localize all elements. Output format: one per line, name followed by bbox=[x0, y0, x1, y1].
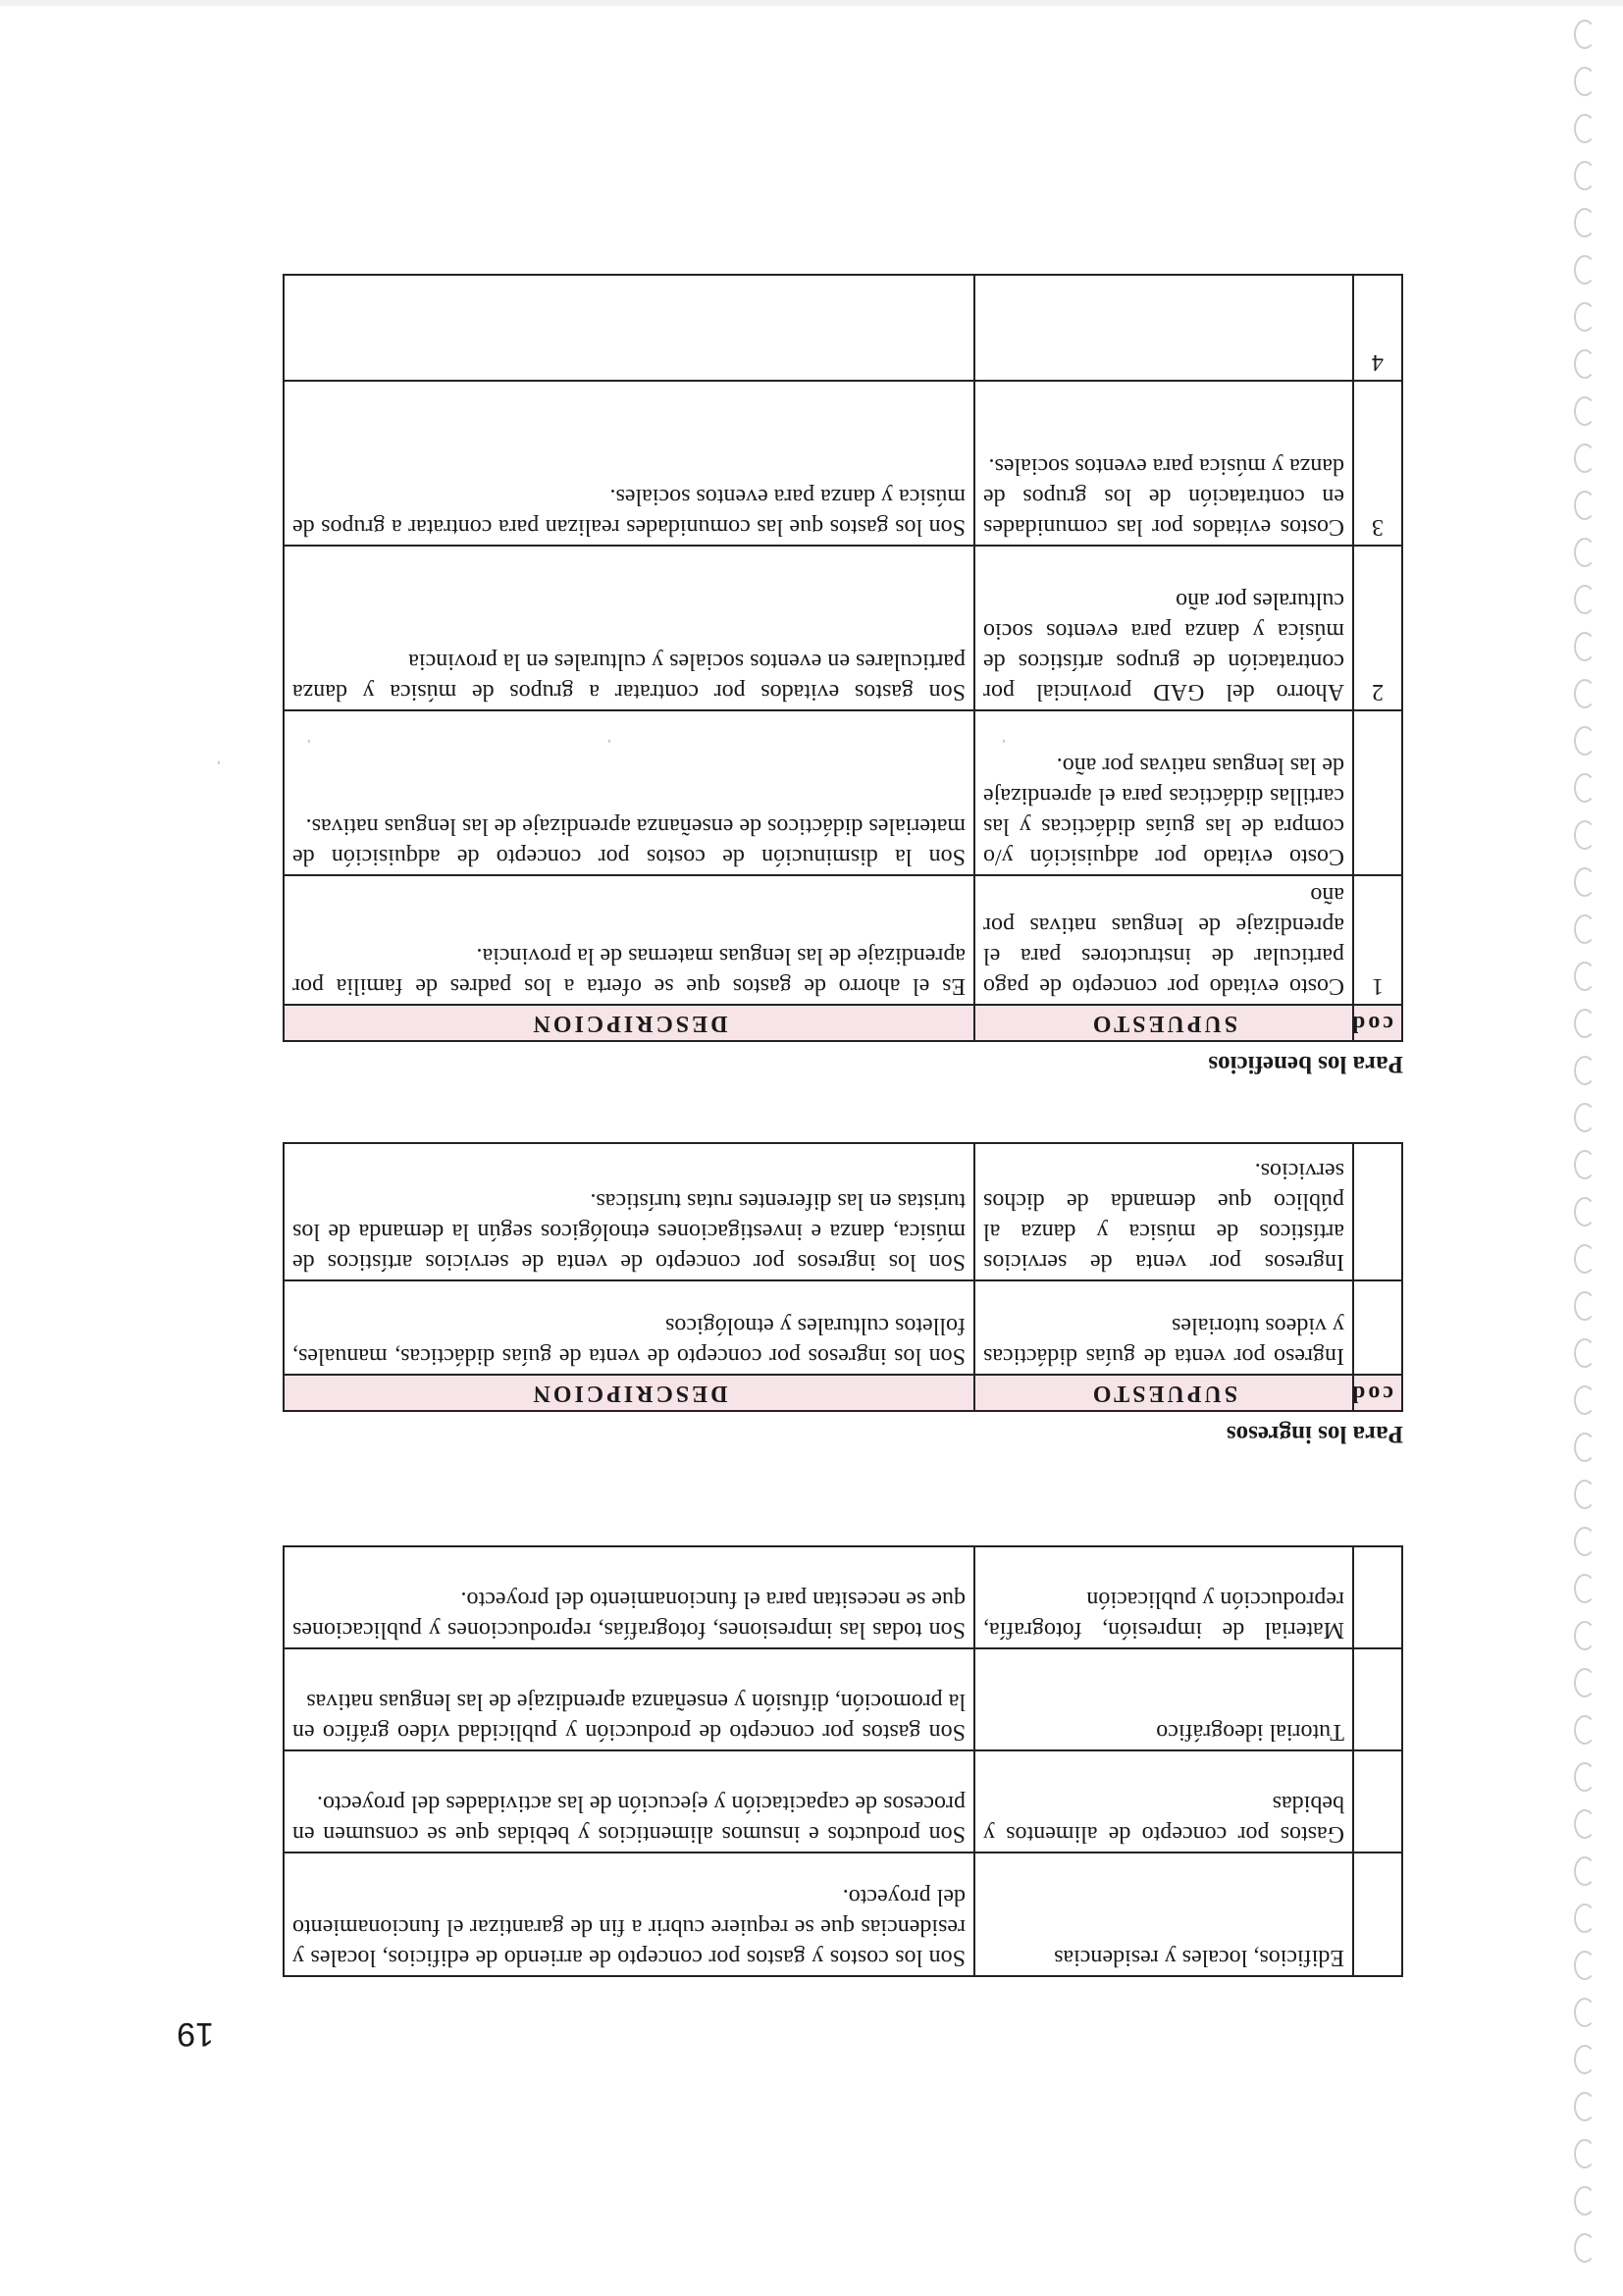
table-row bbox=[284, 275, 1402, 381]
ink-dot: ' bbox=[307, 732, 310, 746]
descripcion-cell: Es el ahorro de gastos que se oferta a los padres de familia por aprendizaje de las lenguas maternas de la provincia. bbox=[284, 875, 974, 1005]
ink-dot: ' bbox=[217, 754, 220, 767]
page-number: 19 bbox=[177, 2015, 214, 2053]
ink-dot: ' bbox=[607, 732, 610, 746]
cod-cell bbox=[1353, 1648, 1402, 1750]
descripcion-cell: Son los costos y gastos por concepto de arriendo de edificios, locales y residencias que se requiere cubrir a fin de garantizar el funcionamiento del proyecto. bbox=[284, 1852, 974, 1976]
section-title-ingresos: Para los ingresos bbox=[1226, 1421, 1403, 1447]
cod-cell bbox=[1353, 710, 1402, 875]
table-header-row bbox=[284, 1375, 1402, 1411]
cod-cell bbox=[1353, 1143, 1402, 1280]
supuesto-cell: Costos evitados por las comunidades en contratación de los grupos de danza y música para eventos sociales. bbox=[974, 381, 1353, 546]
table-row bbox=[284, 1143, 1402, 1280]
benefits-table bbox=[283, 274, 1403, 1042]
costs-table bbox=[283, 1545, 1403, 1977]
supuesto-cell: Ingreso por venta de guías didácticas y videos tutoriales bbox=[974, 1280, 1353, 1375]
supuesto-cell: Ahorro del GAD provincial por contratación de grupos artísticos de música y danza para eventos socio culturales por año bbox=[974, 546, 1353, 710]
supuesto-cell: Tutorial ideográfico bbox=[974, 1648, 1353, 1750]
table-row bbox=[284, 381, 1402, 546]
cod-cell bbox=[1353, 1546, 1402, 1648]
descripcion-cell bbox=[284, 275, 974, 381]
table-row bbox=[284, 710, 1402, 875]
cod-cell: 3 bbox=[1353, 381, 1402, 546]
supuesto-cell bbox=[974, 275, 1353, 381]
supuesto-cell: Costo evitado por adquisición y/o compra de las guías didácticas y las cartillas didácticas para el aprendizaje de las lenguas nativas por año. bbox=[974, 710, 1353, 875]
header-supuesto: SUPUESTO bbox=[974, 1375, 1353, 1411]
table-row bbox=[284, 875, 1402, 1005]
table-row bbox=[284, 546, 1402, 710]
supuesto-cell: Ingresos por venta de servicios artísticos de música y danza al público que demanda de dichos servicios. bbox=[974, 1143, 1353, 1280]
descripcion-cell: Son la disminución de costos por concepto de adquisición de materiales didácticos de enseñanza aprendizaje de las lenguas nativas. bbox=[284, 710, 974, 875]
header-cod: cod bbox=[1353, 1375, 1402, 1411]
table-row bbox=[284, 1750, 1402, 1852]
table-header-row bbox=[284, 1005, 1402, 1041]
supuesto-cell: Material de impresión, fotografía, reproducción y publicación bbox=[974, 1546, 1353, 1648]
costs-table-block bbox=[285, 1545, 1403, 1977]
descripcion-cell: Son los ingresos por concepto de venta de servicios artísticos de música, danza e investigaciones etnológicos según la demanda de los turistas en las diferentes rutas turísticas. bbox=[284, 1143, 974, 1280]
cod-cell bbox=[1353, 1750, 1402, 1852]
cod-cell: 2 bbox=[1353, 546, 1402, 710]
descripcion-cell: Son los ingresos por concepto de venta de guías didácticas, manuales, folletos culturales y etnológicos bbox=[284, 1280, 974, 1375]
descripcion-cell: Son gastos evitados por contratar a grupos de música y danza particulares en eventos sociales y culturales en la provincia bbox=[284, 546, 974, 710]
ink-dot: ' bbox=[1002, 732, 1005, 746]
header-descripcion: DESCRIPCION bbox=[284, 1375, 974, 1411]
table-row bbox=[284, 1852, 1402, 1976]
income-section bbox=[285, 1142, 1403, 1447]
cod-cell bbox=[1353, 1280, 1402, 1375]
table-row bbox=[284, 1648, 1402, 1750]
descripcion-cell: Son los gastos que las comunidades realizan para contratar a grupos de música y danza para eventos sociales. bbox=[284, 381, 974, 546]
descripcion-cell: Son gastos por concepto de producción y publicidad vídeo gráfico en la promoción, difusión y enseñanza aprendizaje de las lenguas nativas bbox=[284, 1648, 974, 1750]
header-descripcion: DESCRIPCION bbox=[284, 1005, 974, 1041]
benefits-section bbox=[285, 274, 1403, 1077]
table-row bbox=[284, 1546, 1402, 1648]
supuesto-cell: Gastos por concepto de alimentos y bebidas bbox=[974, 1750, 1353, 1852]
descripcion-cell: Son productos e insumos alimenticios y bebidas que se consumen en procesos de capacitación y ejecución de las actividades del proyecto. bbox=[284, 1750, 974, 1852]
table-row bbox=[284, 1280, 1402, 1375]
income-table bbox=[283, 1142, 1403, 1412]
header-supuesto: SUPUESTO bbox=[974, 1005, 1353, 1041]
section-title-beneficios: Para los beneficios bbox=[1208, 1051, 1403, 1077]
cod-cell: 1 bbox=[1353, 875, 1402, 1005]
descripcion-cell: Son todas las impresiones, fotografías, reproducciones y publicaciones que se necesitan para el funcionamiento del proyecto. bbox=[284, 1546, 974, 1648]
supuesto-cell: Costo evitado por concepto de pago particular de instructores para el aprendizaje de lenguas nativas por año bbox=[974, 875, 1353, 1005]
cod-cell: 4 bbox=[1353, 275, 1402, 381]
cod-cell bbox=[1353, 1852, 1402, 1976]
header-cod: cod bbox=[1353, 1005, 1402, 1041]
supuesto-cell: Edificios, locales y residencias bbox=[974, 1852, 1353, 1976]
